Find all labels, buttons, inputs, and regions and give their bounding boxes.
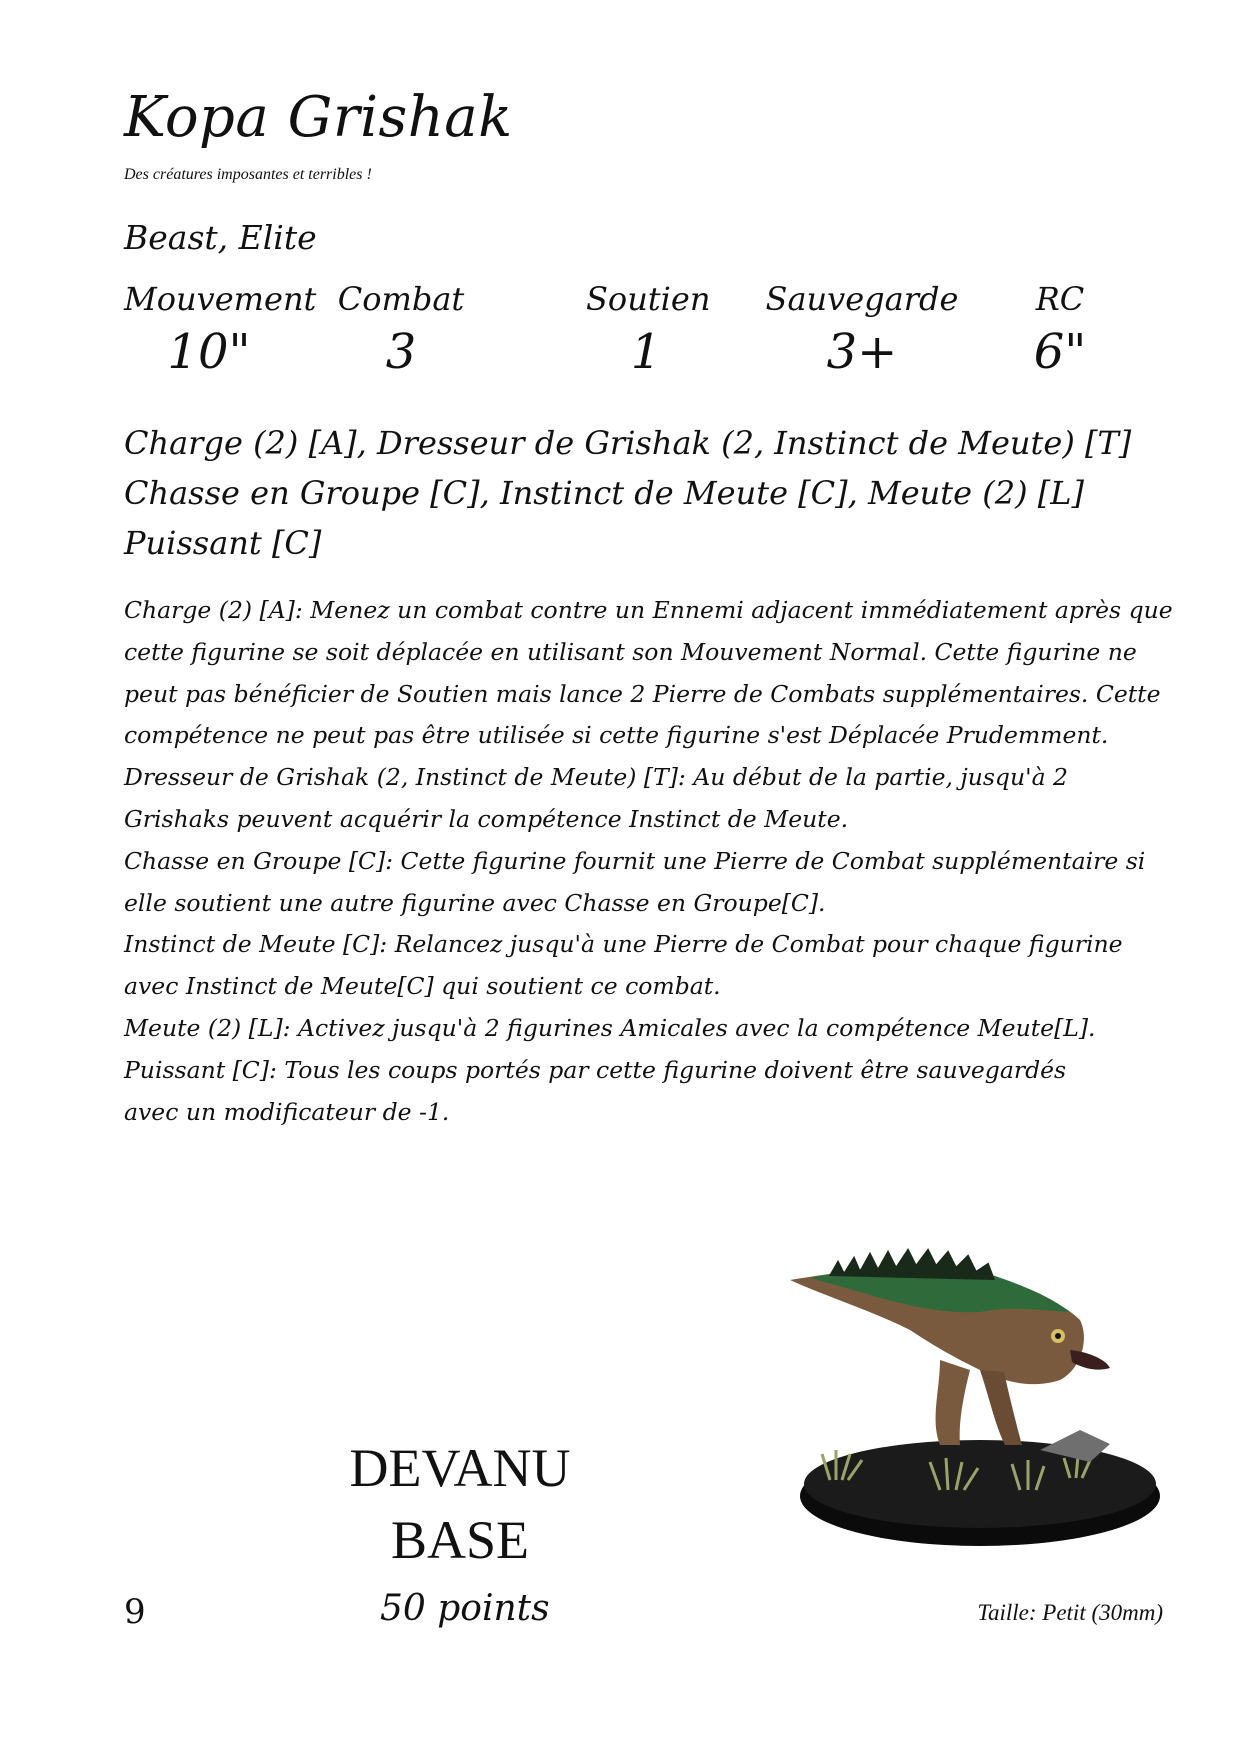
stat-soutien: [586, 280, 711, 380]
rules-line: Puissant [C]: Tous les coups portés par cette figurine doivent être sauvegardés: [124, 1055, 1067, 1084]
ability-line: Charge (2) [A], Dresseur de Grishak (2, Instinct de Meute) [T]: [124, 424, 1132, 462]
rules-line: Dresseur de Grishak (2, Instinct de Meute) [T]: Au début de la partie, jusqu'à 2: [124, 763, 1069, 792]
rules-line: Meute (2) [L]: Activez jusqu'à 2 figurines Amicales avec la compétence Meute[L].: [124, 1013, 1096, 1042]
faction-name: DEVANU: [349, 1438, 571, 1498]
unit-subtitle: Des créatures imposantes et terribles !: [124, 166, 372, 183]
points-cost: 50 points: [380, 1588, 550, 1629]
rules-line: peut pas bénéficier de Soutien mais lance 2 Pierre de Combats supplémentaires. Cette: [124, 679, 1161, 708]
stat-value: 3: [385, 324, 417, 380]
stat-label: Combat: [337, 280, 465, 318]
rules-text: [124, 590, 1173, 1133]
stat-value: 1: [630, 324, 662, 380]
base-size: Taille: Petit (30mm): [977, 1600, 1163, 1625]
rules-line: compétence ne peut pas être utilisée si cette figurine s'est Déplacée Prudemment.: [124, 721, 1109, 750]
stat-label: Mouvement: [124, 280, 317, 318]
rules-line: cette figurine se soit déplacée en utilisant son Mouvement Normal. Cette figurine ne: [124, 637, 1137, 666]
rules-line: avec Instinct de Meute[C] qui soutient ce combat.: [124, 972, 721, 1001]
stat-block: [124, 280, 1124, 390]
creature: [790, 1250, 1110, 1445]
stat-value: 6": [1033, 324, 1087, 380]
rules-line: elle soutient une autre figurine avec Chasse en Groupe[C].: [124, 888, 826, 917]
stat-value: 10": [167, 324, 251, 380]
stat-rc: [1020, 280, 1100, 380]
rules-line: Instinct de Meute [C]: Relancez jusqu'à une Pierre de Combat pour chaque figurine: [124, 930, 1123, 959]
unit-title: Kopa Grishak: [124, 85, 513, 150]
ability-line: Puissant [C]: [124, 524, 322, 562]
stat-label: RC: [1035, 280, 1085, 318]
faction-subtitle: BASE: [390, 1510, 530, 1570]
rules-line: Charge (2) [A]: Menez un combat contre un Ennemi adjacent immédiatement après que: [124, 596, 1173, 624]
stat-label: Soutien: [586, 280, 711, 318]
stat-combat: [336, 280, 466, 380]
stat-label: Sauvegarde: [765, 280, 959, 318]
page-number: 9: [124, 1592, 146, 1632]
miniature-base-top: [804, 1440, 1156, 1528]
unit-type-line: Beast, Elite: [124, 218, 317, 257]
rules-line: Chasse en Groupe [C]: Cette figurine fournit une Pierre de Combat supplémentaire si: [124, 846, 1146, 875]
faction-block: [300, 1432, 620, 1576]
stat-value: 3+: [826, 324, 898, 380]
rules-line: avec un modificateur de -1.: [124, 1097, 450, 1126]
stat-sauvegarde: [762, 280, 962, 380]
miniature-image: [790, 1240, 1180, 1560]
stat-mouvement: [124, 280, 317, 380]
rules-line: Grishaks peuvent acquérir la compétence Instinct de Meute.: [124, 804, 849, 833]
ability-line: Chasse en Groupe [C], Instinct de Meute [C], Meute (2) [L]: [124, 474, 1084, 512]
abilities-list: [124, 418, 1132, 568]
